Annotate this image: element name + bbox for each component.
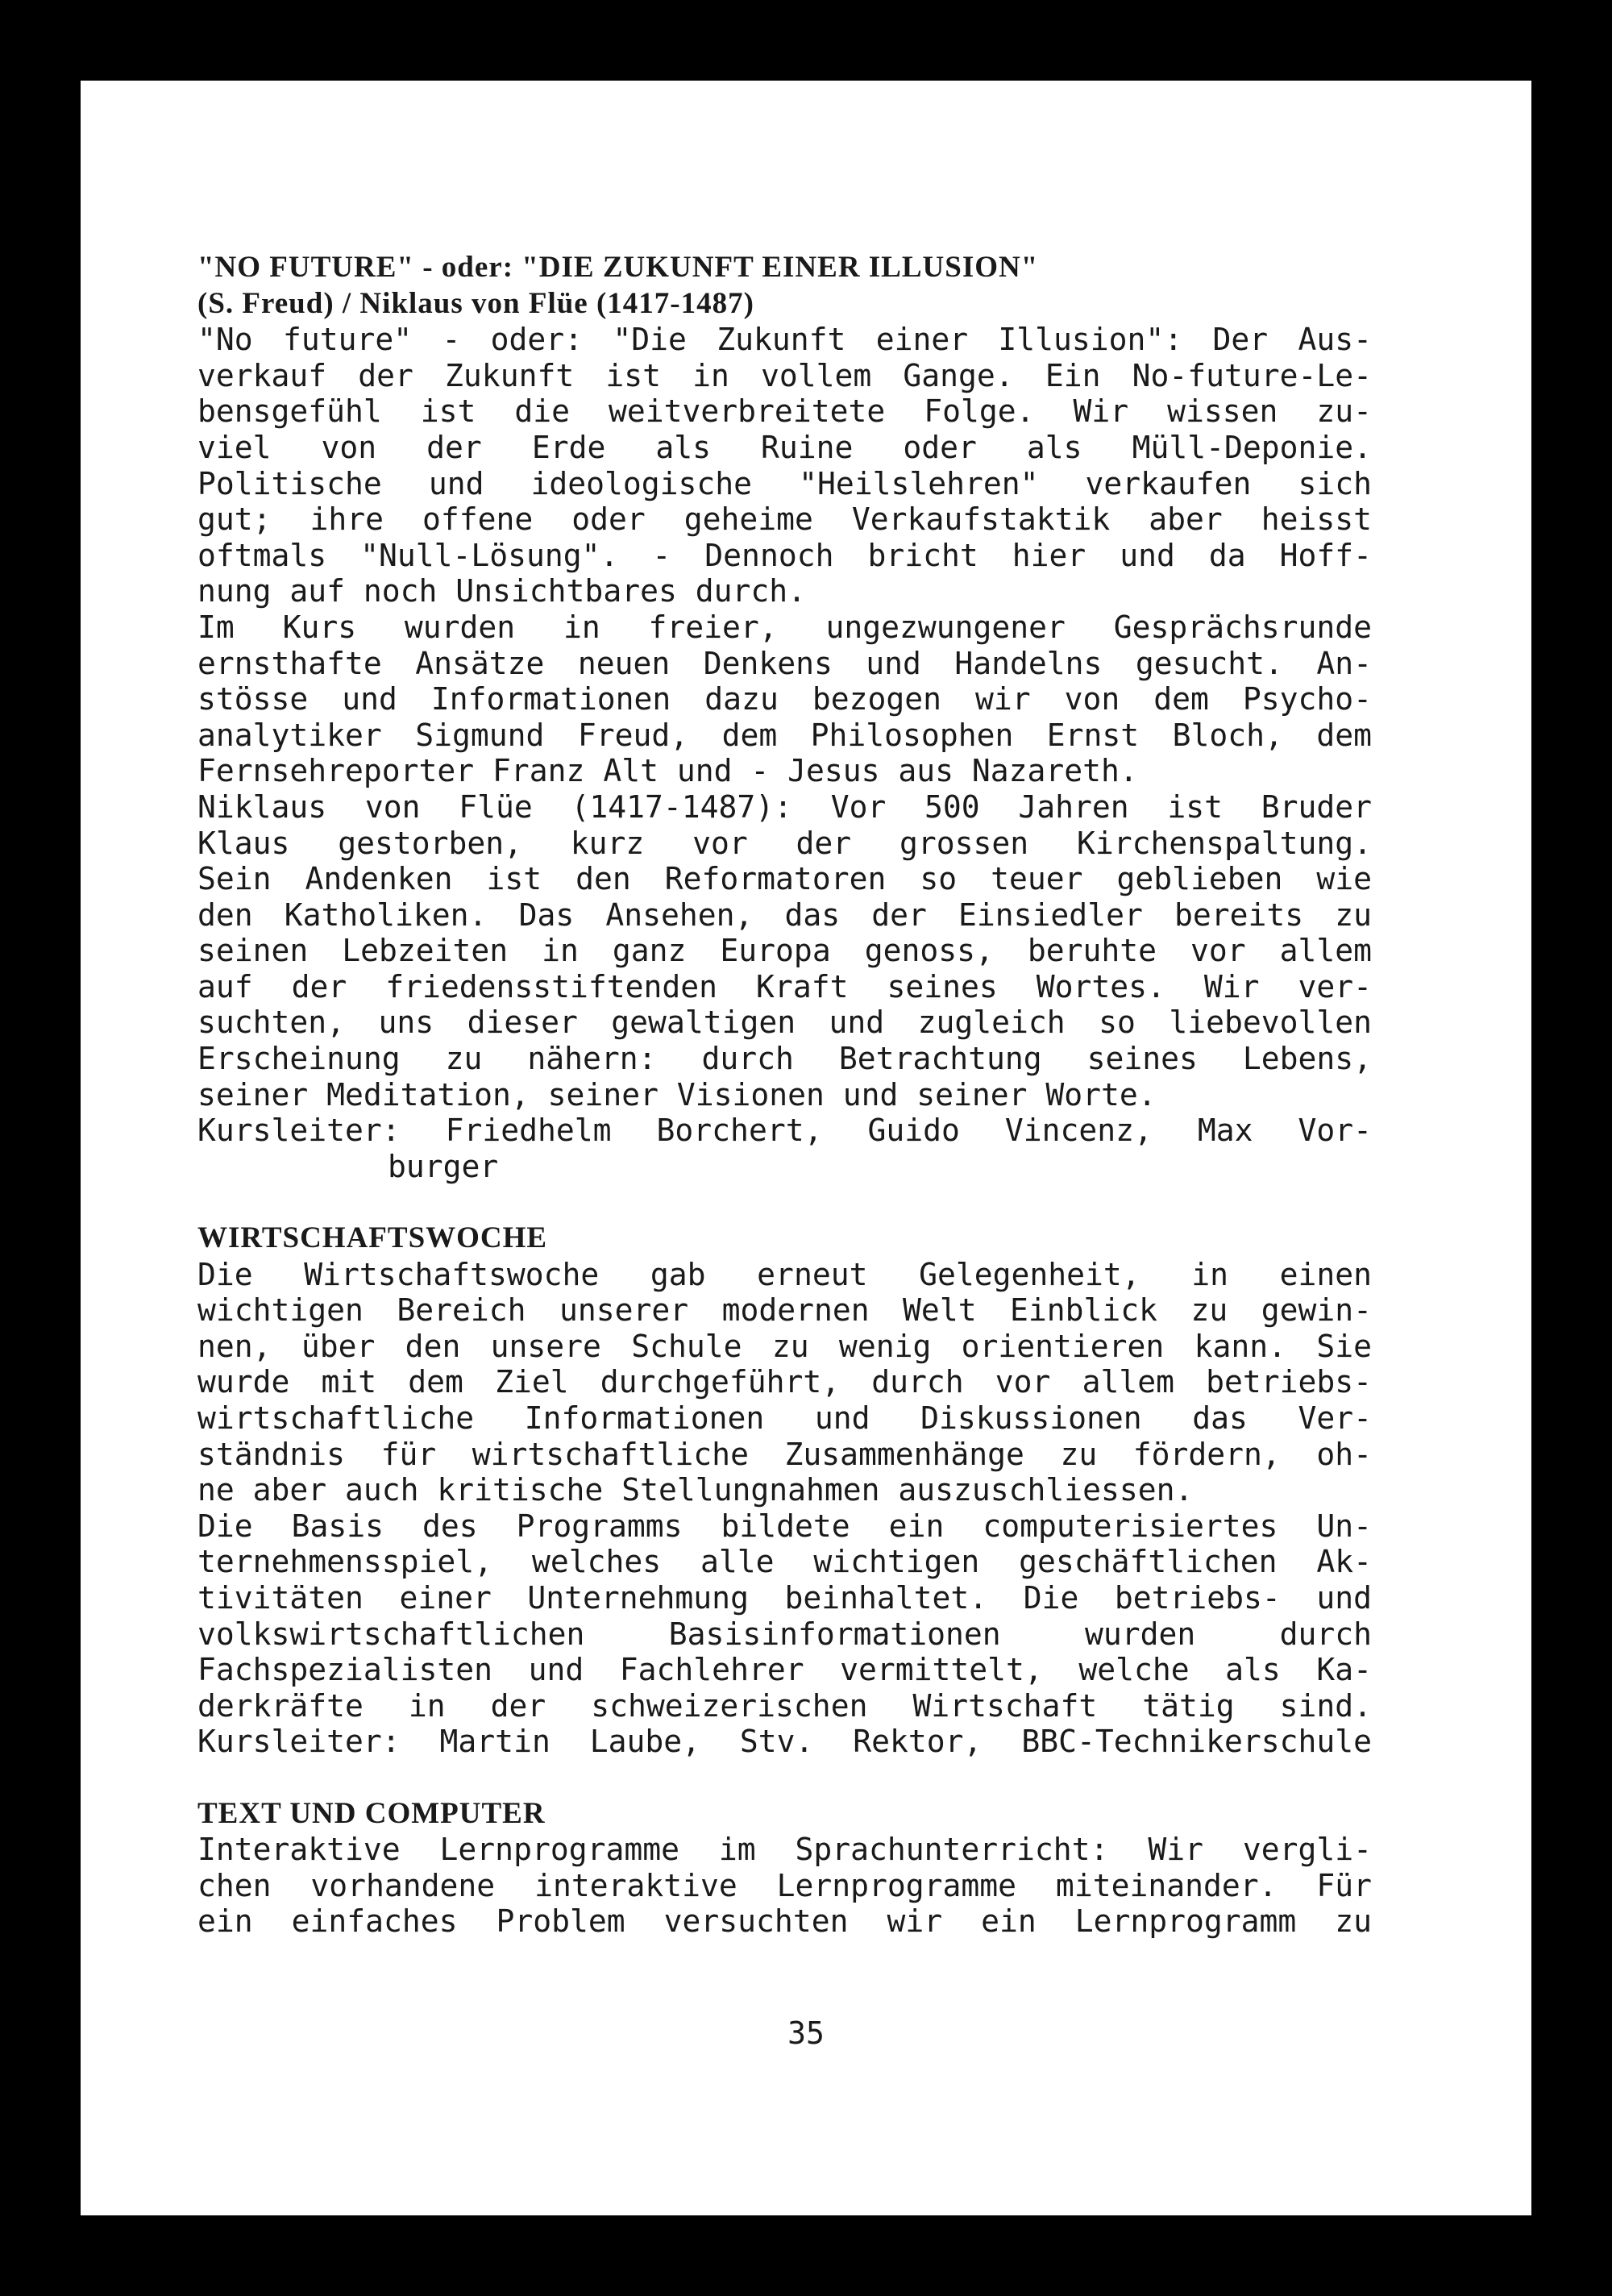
text-line: Sein Andenken ist den Reformatoren so teuer geblieben wie xyxy=(197,861,1372,897)
text-line: tivitäten einer Unternehmung beinhaltet. Die betriebs- und xyxy=(197,1579,1372,1616)
article-body-text-und-computer xyxy=(197,1832,1372,1940)
text-line: volkswirtschaftlichen Basisinformationen wurden durch xyxy=(197,1616,1372,1652)
text-line: ne aber auch kritische Stellungnahmen auszuschliessen. xyxy=(197,1472,1194,1508)
course-leader-line: Kursleiter: Martin Laube, Stv. Rektor, BBC-Technikerschule xyxy=(197,1724,1372,1760)
text-line: den Katholiken. Das Ansehen, das der Einsiedler bereits zu xyxy=(197,896,1372,933)
text-line: viel von der Erde als Ruine oder als Müll-Deponie. xyxy=(197,429,1372,465)
section-spacer xyxy=(197,1760,1372,1796)
section-spacer xyxy=(197,1184,1372,1221)
text-line: bensgefühl ist die weitverbreitete Folge. Wir wissen zu- xyxy=(197,393,1372,430)
text-line: wurde mit dem Ziel durchgeführt, durch vor allem betriebs- xyxy=(197,1364,1372,1400)
page-content xyxy=(197,250,1372,1940)
text-line: ein einfaches Problem versuchten wir ein Lernprogramm zu xyxy=(197,1903,1372,1940)
text-line: nen, über den unsere Schule zu wenig orientieren kann. Sie xyxy=(197,1328,1372,1364)
text-line: ständnis für wirtschaftliche Zusammenhänge zu fördern, oh- xyxy=(197,1436,1372,1472)
text-line: chen vorhandene interaktive Lernprogramme miteinander. Für xyxy=(197,1867,1372,1903)
course-leader-line: Kursleiter: Friedhelm Borchert, Guido Vincenz, Max Vor- xyxy=(197,1113,1372,1149)
text-line: Politische und ideologische "Heilslehren" verkaufen sich xyxy=(197,465,1372,501)
text-line: Klaus gestorben, kurz vor der grossen Kirchenspaltung. xyxy=(197,825,1372,861)
text-line: Fernsehreporter Franz Alt und - Jesus aus Nazareth. xyxy=(197,753,1138,789)
text-line: auf der friedensstiftenden Kraft seines Wortes. Wir ver- xyxy=(197,968,1372,1004)
text-line: wichtigen Bereich unserer modernen Welt Einblick zu gewin- xyxy=(197,1292,1372,1329)
text-line: ternehmensspiel, welches alle wichtigen geschäftlichen Ak- xyxy=(197,1544,1372,1580)
article-title-text-und-computer: TEXT UND COMPUTER xyxy=(197,1796,546,1830)
text-line: oftmals "Null-Lösung". - Dennoch bricht hier und da Hoff- xyxy=(197,537,1372,573)
text-line: stösse und Informationen dazu bezogen wir von dem Psycho- xyxy=(197,681,1372,718)
text-line: ernsthafte Ansätze neuen Denkens und Handelns gesucht. An- xyxy=(197,645,1372,681)
text-line: nung auf noch Unsichtbares durch. xyxy=(197,573,806,609)
text-line: seinen Lebzeiten in ganz Europa genoss, beruhte vor allem xyxy=(197,933,1372,969)
text-line: seiner Meditation, seiner Visionen und seiner Worte. xyxy=(197,1076,1157,1113)
text-line: "No future" - oder: "Die Zukunft einer Illusion": Der Aus- xyxy=(197,322,1372,358)
article-body-wirtschaftswoche xyxy=(197,1257,1372,1760)
text-line: Niklaus von Flüe (1417-1487): Vor 500 Jahren ist Bruder xyxy=(197,788,1372,825)
text-line: suchten, uns dieser gewaltigen und zugleich so liebevollen xyxy=(197,1004,1372,1041)
text-line: Erscheinung zu nähern: durch Betrachtung seines Lebens, xyxy=(197,1041,1372,1077)
text-line: Interaktive Lernprogramme im Sprachunterricht: Wir vergli- xyxy=(197,1832,1372,1868)
text-line: verkauf der Zukunft ist in vollem Gange. Ein No-future-Le- xyxy=(197,357,1372,393)
text-line: wirtschaftliche Informationen und Diskussionen das Ver- xyxy=(197,1400,1372,1436)
course-leader-continuation: burger xyxy=(388,1148,499,1184)
page-number: 35 xyxy=(787,2015,825,2051)
text-line: analytiker Sigmund Freud, dem Philosophen Ernst Bloch, dem xyxy=(197,717,1372,753)
text-line: derkräfte in der schweizerischen Wirtschaft tätig sind. xyxy=(197,1687,1372,1724)
article-title-no-future-line-2: (S. Freud) / Niklaus von Flüe (1417-1487) xyxy=(197,286,754,320)
text-line: gut; ihre offene oder geheime Verkaufstaktik aber heisst xyxy=(197,501,1372,538)
text-line: Die Wirtschaftswoche gab erneut Gelegenheit, in einen xyxy=(197,1256,1372,1292)
document-page xyxy=(81,81,1531,2215)
text-line: Die Basis des Programms bildete ein computerisiertes Un- xyxy=(197,1508,1372,1544)
article-body-no-future xyxy=(197,322,1372,1184)
article-title-wirtschaftswoche: WIRTSCHAFTSWOCHE xyxy=(197,1221,548,1255)
text-line: Fachspezialisten und Fachlehrer vermittelt, welche als Ka- xyxy=(197,1652,1372,1688)
text-line: Im Kurs wurden in freier, ungezwungener Gesprächsrunde xyxy=(197,609,1372,645)
article-title-no-future-line-1: "NO FUTURE" - oder: "DIE ZUKUNFT EINER ILLUSION" xyxy=(197,251,1039,284)
